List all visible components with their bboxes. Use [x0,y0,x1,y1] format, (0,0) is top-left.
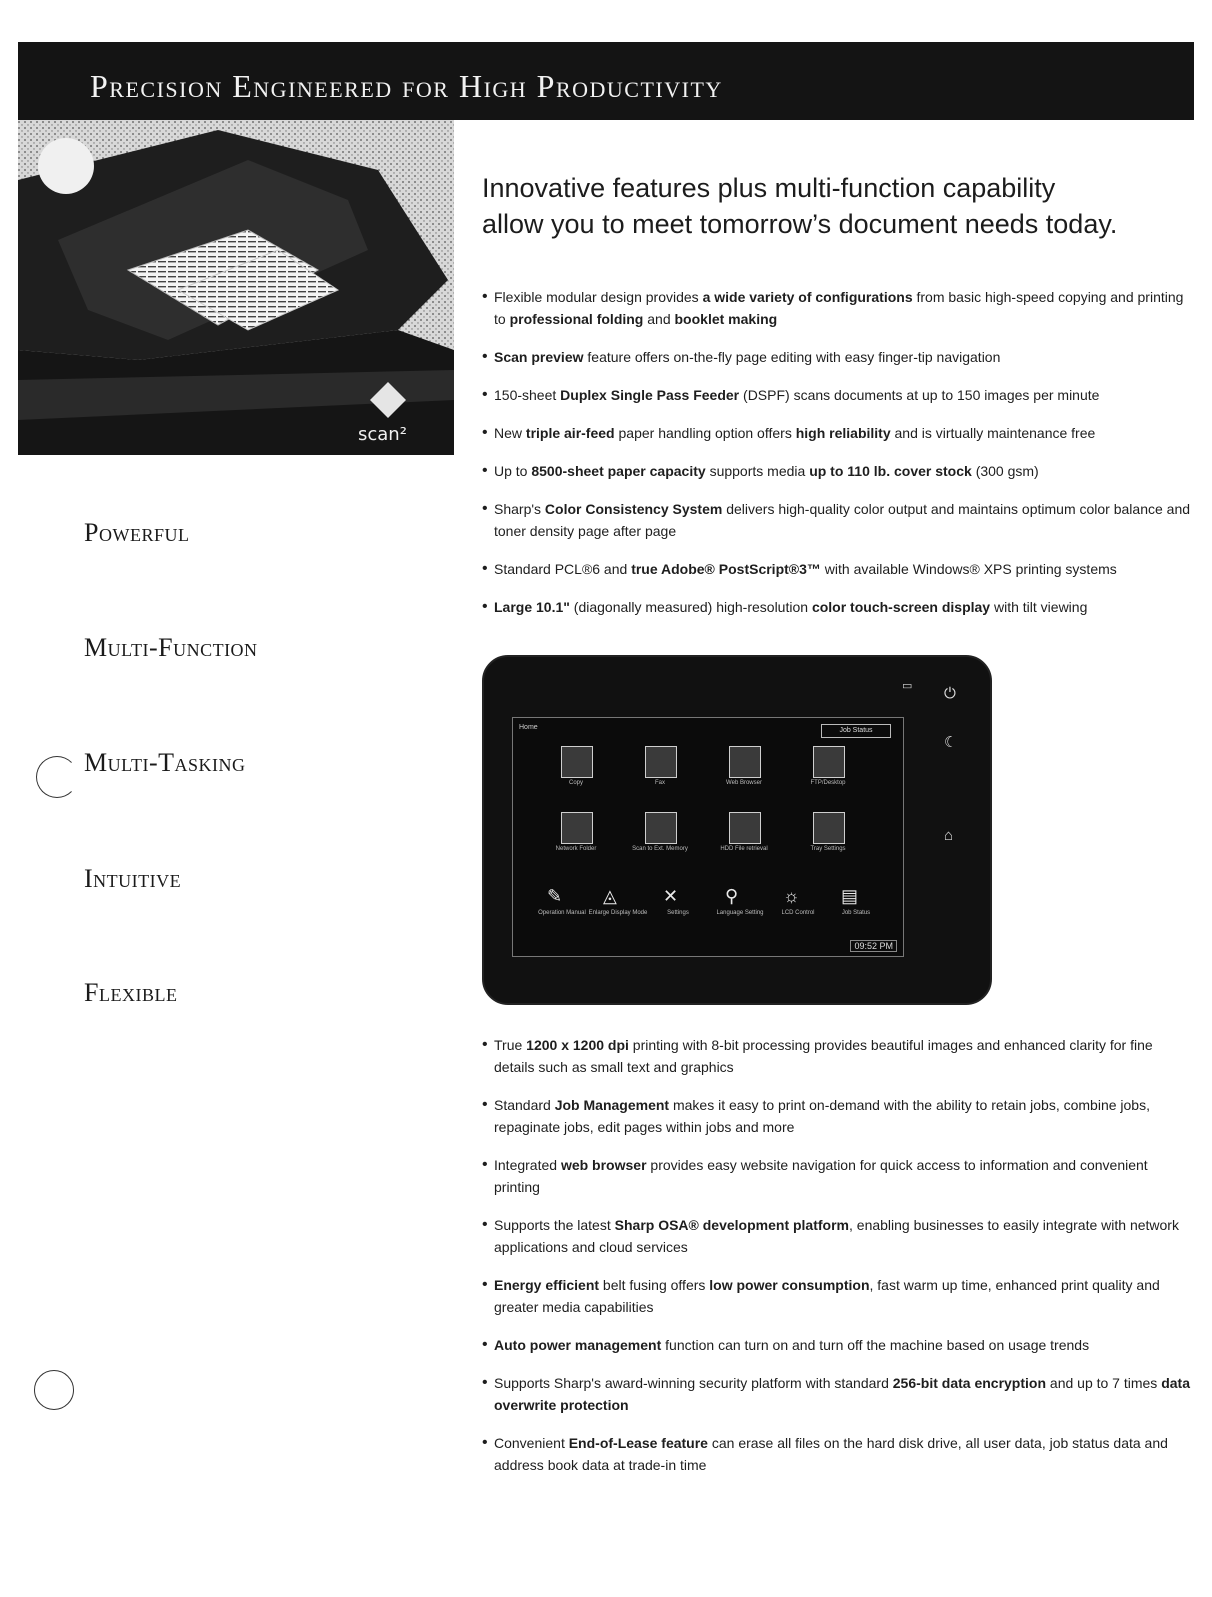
scan2-logo: scan² [358,424,407,445]
headline-line-1: Innovative features plus multi-function capability [482,173,1056,203]
screen-job-status-button: Job Status [821,724,891,738]
app-label: Web Browser [726,780,762,786]
side-label-intuitive: Intuitive [84,864,182,893]
feature-bullet: • Flexible modular design provides a wide variety of configurations from basic high-speed copying and printing to professional folding and booklet making [482,286,1194,330]
screen-home-label: Home [519,724,538,731]
feature-bullet: • Up to 8500-sheet paper capacity supports media up to 110 lb. cover stock (300 gsm) [482,460,1194,482]
settings-icon: ✕ [663,886,679,906]
feature-bullet: • Supports the latest Sharp OSA® development platform, enabling businesses to easily integrate with network applications and cloud services [482,1214,1194,1258]
tool-label: Operation Manual [538,910,586,916]
feature-bullet: • 150-sheet Duplex Single Pass Feeder (DSPF) scans documents at up to 150 images per minute [482,384,1194,406]
operation-manual-icon: ✎ [547,886,563,906]
punch-hole-mark [36,756,78,798]
feature-bullet: • New triple air-feed paper handling option offers high reliability and is virtually maintenance free [482,422,1194,444]
feature-bullet: • Scan preview feature offers on-the-fly page editing with easy finger-tip navigation [482,346,1194,368]
app-label: Fax [654,780,665,786]
touch-screen-illustration [482,655,990,1005]
app-label: Network Folder [555,846,597,852]
title-banner [18,42,1194,120]
app-network-folder-icon [561,812,593,844]
job-status-icon: ▤ [841,886,859,906]
tool-label: Language Setting [716,910,764,916]
feature-list-top [482,286,1194,634]
tool-label: LCD Control [781,910,815,916]
feature-bullet: • Integrated web browser provides easy website navigation for quick access to information and convenient printing [482,1154,1194,1198]
app-copy-icon [561,746,593,778]
feature-bullet: • Sharp's Color Consistency System delivers high-quality color output and maintains optimum color balance and toner density page after page [482,498,1194,542]
feature-bullet: • Standard Job Management makes it easy to print on-demand with the ability to retain jobs, combine jobs, repaginate jobs, edit pages within jobs and more [482,1094,1194,1138]
headline-line-2: allow you to meet tomorrow’s document needs today. [482,209,1118,239]
feature-bullet: • Energy efficient belt fusing offers low power consumption, fast warm up time, enhanced print quality and greater media capabilities [482,1274,1194,1318]
lcd-control-icon: ☼ [783,886,800,906]
app-label: HDD File retrieval [720,846,768,852]
side-label-multi-function: Multi-Function [84,633,258,662]
punch-hole [34,1370,74,1410]
tool-label: Enlarge Display Mode [588,910,648,916]
feature-bullet: • Large 10.1" (diagonally measured) high-resolution color touch-screen display with tilt viewing [482,596,1194,618]
scanner-photo [18,120,454,455]
app-scan-ext-memory-icon [645,812,677,844]
panel-bezel [482,655,992,1005]
app-label: FTP/Desktop [810,780,846,786]
info-icon: ▭ [902,680,913,692]
feature-bullet: • Auto power management function can turn on and turn off the machine based on usage trends [482,1334,1194,1356]
side-label-powerful: Powerful [84,518,190,547]
feature-list-bottom [482,1034,1194,1492]
power-icon: ⏻ [944,685,956,702]
lcd-display [512,717,904,957]
app-ftp-desktop-icon [813,746,845,778]
tool-label: Job Status [841,910,871,916]
app-label: Copy [568,780,583,786]
banner-title: Precision Engineered for High Productivity [90,68,723,104]
energy-save-icon: ☾ [944,734,958,751]
app-web-browser-icon [729,746,761,778]
feature-bullet: • Standard PCL®6 and true Adobe® PostScript®3™ with available Windows® XPS printing systems [482,558,1194,580]
app-label: Scan to Ext. Memory [632,846,688,852]
screen-clock: 09:52 PM [850,940,897,952]
app-tray-settings-icon [813,812,845,844]
language-setting-icon: ⚲ [725,886,739,906]
feature-bullet: • True 1200 x 1200 dpi printing with 8-bit processing provides beautiful images and enhanced clarity for fine details such as small text and graphics [482,1034,1194,1078]
app-label: Tray Settings [810,846,846,852]
side-label-multi-tasking: Multi-Tasking [84,748,246,777]
tool-label: Settings [667,910,689,916]
feature-bullet: • Supports Sharp's award-winning security platform with standard 256-bit data encryption and up to 7 times data overwrite protection [482,1372,1194,1416]
enlarge-display-icon: ◬ [603,886,617,906]
app-fax-icon [645,746,677,778]
feature-bullet: • Convenient End-of-Lease feature can erase all files on the hard disk drive, all user data, job status data and address book data at trade-in time [482,1432,1194,1476]
app-hdd-file-retrieval-icon [729,812,761,844]
home-icon: ⌂ [944,827,954,844]
headline [482,170,1182,242]
side-label-flexible: Flexible [84,978,178,1007]
